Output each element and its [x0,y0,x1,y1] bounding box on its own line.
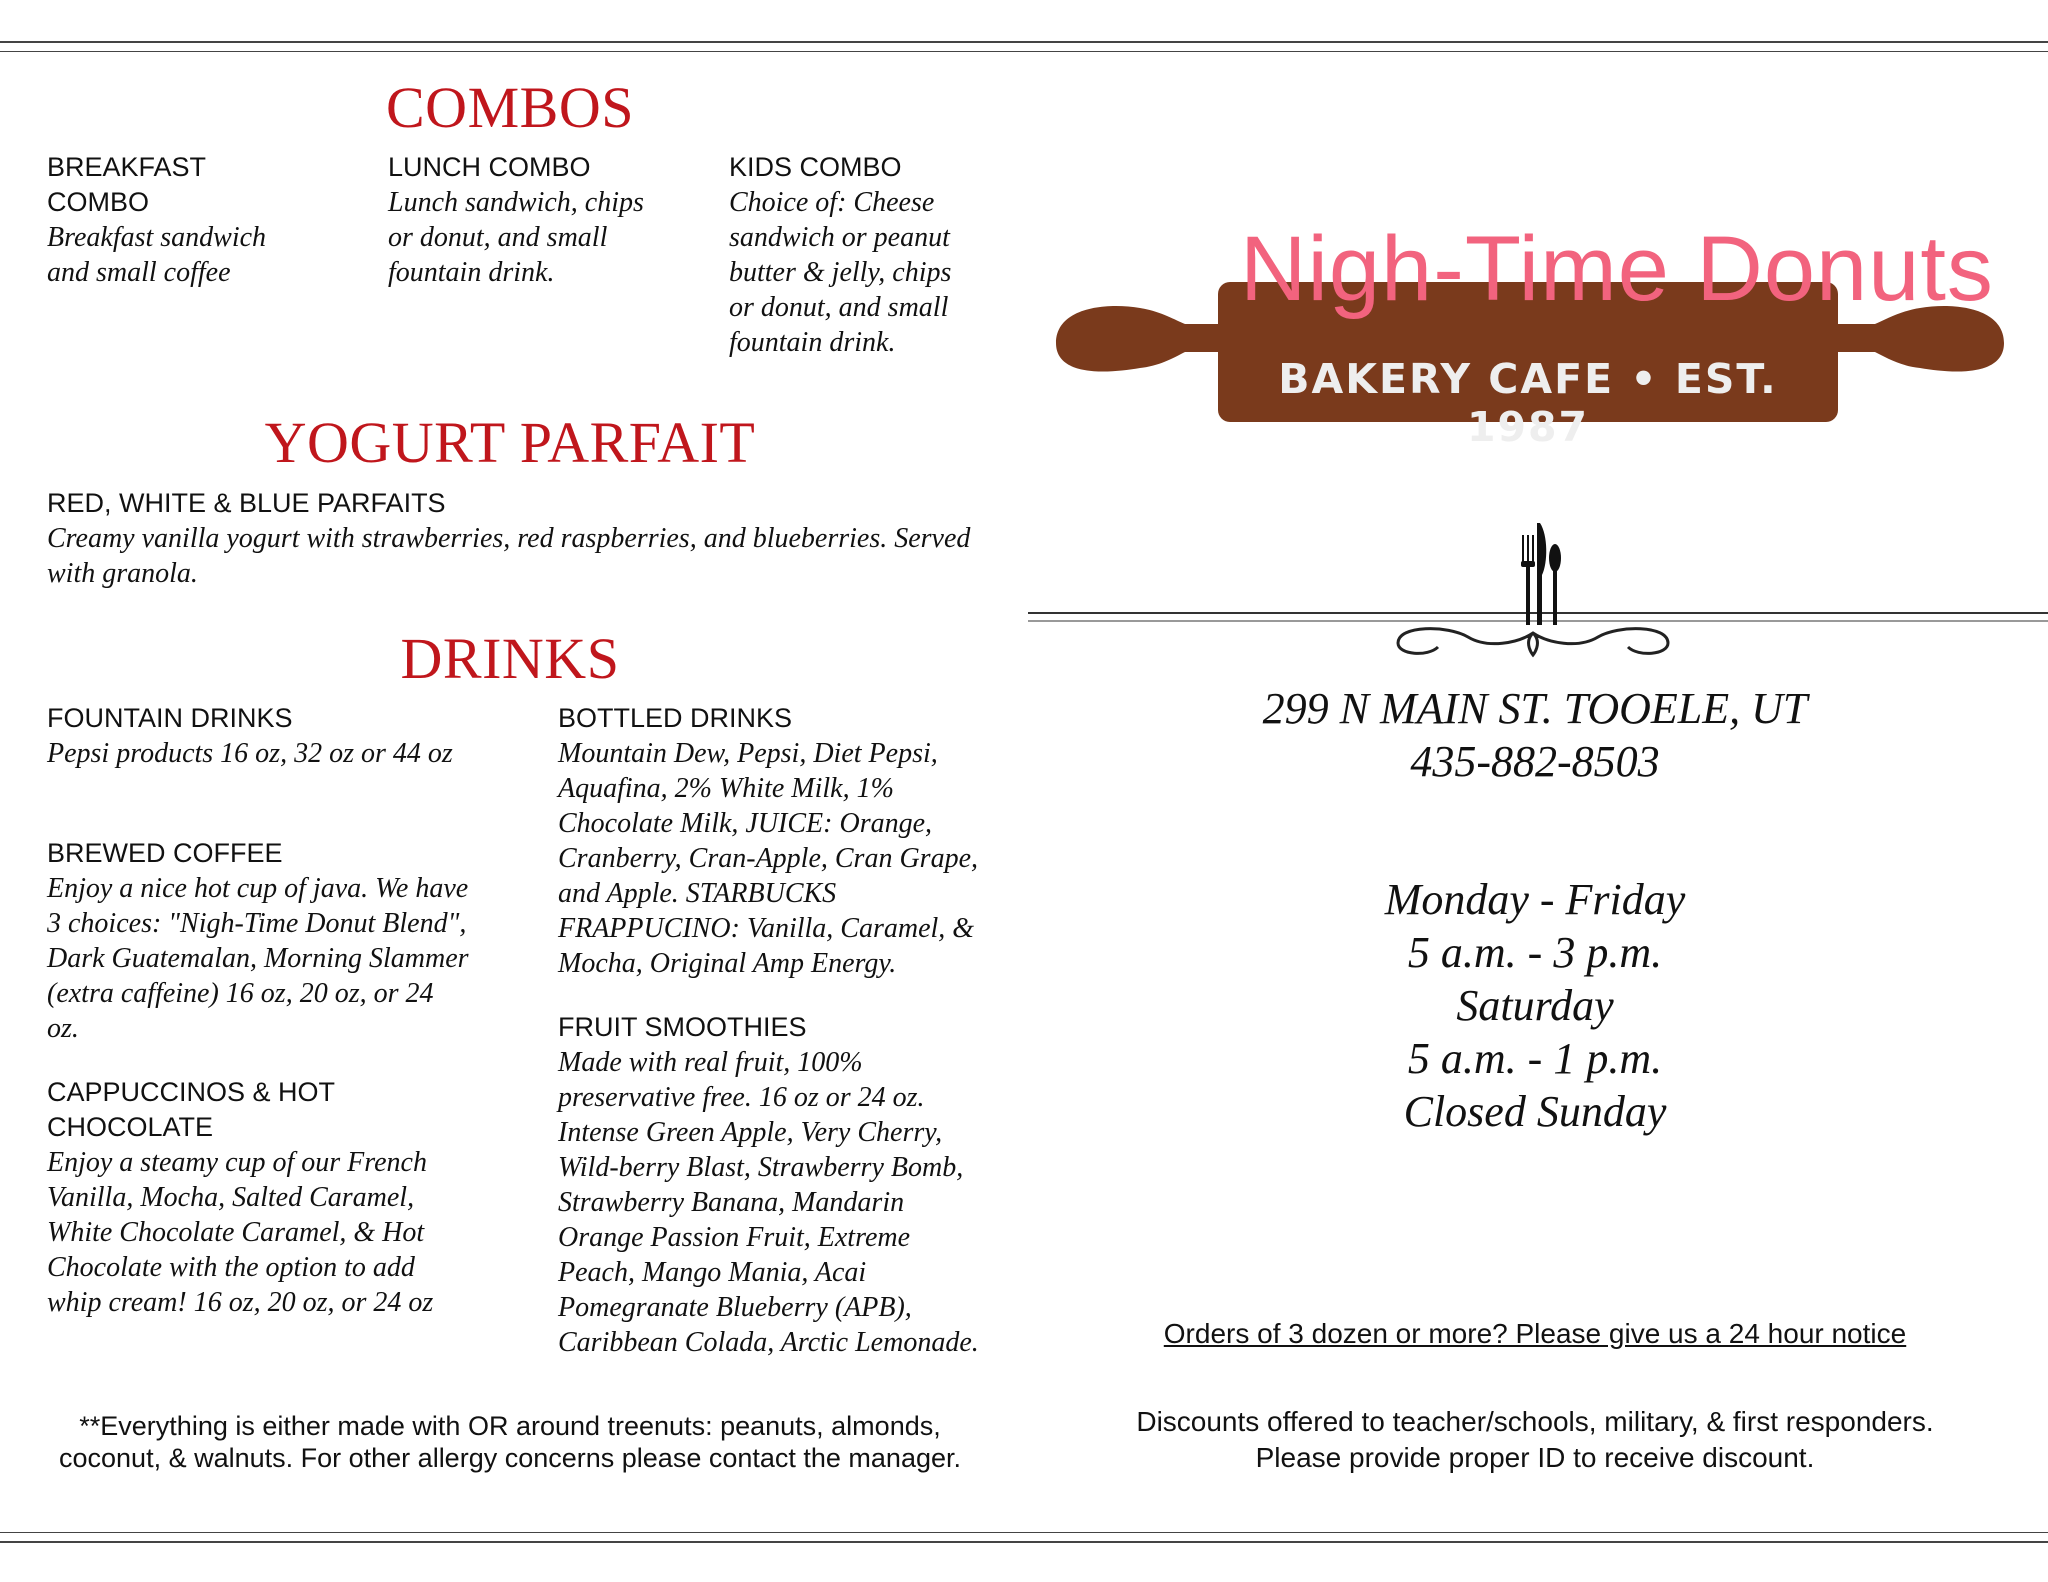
kids-combo-name: KIDS COMBO [729,152,902,182]
cappuccino-name: CAPPUCCINOS & HOT CHOCOLATE [47,1077,335,1142]
fork-icon [1521,535,1535,625]
parfait-desc: Creamy vanilla yogurt with strawberries, red raspberries, and blueberries. Served with granola. [47,523,971,589]
combos-title: COMBOS [386,75,634,140]
cutlery-divider-ornament [1028,515,2048,665]
address-text: 299 N MAIN ST. TOOELE, UT [1262,684,1808,733]
drinks-title: DRINKS [400,626,620,691]
hours-line: 5 a.m. - 1 p.m. [1407,1034,1663,1083]
fruit-smoothies-desc: Made with real fruit, 100% preservative free. 16 oz or 24 oz. Intense Green Apple, Very Cherry, Wild-berry Blast, Strawberry Bomb, Strawberry Banana, Mandarin Orange Passion Fruit, Extreme Peach, Mango Mania, Acai Pomegranate Blueberry (APB), Caribbean Colada, Arctic Lemonade. [558,1047,979,1358]
cappuccino-desc: Enjoy a steamy cup of our French Vanilla, Mocha, Salted Caramel, White Chocolate Caramel, & Hot Chocolate with the option to add whip cream! 16 oz, 20 oz, or 24 oz [47,1147,434,1318]
kids-combo-desc: Choice of: Cheese sandwich or peanut butter & jelly, chips or donut, and small fountain drink. [729,187,952,358]
fountain-drinks-name: FOUNTAIN DRINKS [47,703,293,733]
hours-line: 5 a.m. - 3 p.m. [1407,928,1663,977]
bottled-drinks-name: BOTTLED DRINKS [558,703,793,733]
hours-line: Monday - Friday [1384,875,1686,924]
orders-notice: Orders of 3 dozen or more? Please give us a 24 hour notice [1163,1318,1907,1349]
top-rule-2 [0,51,2048,52]
brewed-coffee-desc: Enjoy a nice hot cup of java. We have 3 choices: "Nigh-Time Donut Blend", Dark Guatemalan, Morning Slammer (extra caffeine) 16 oz, 20 oz, or 24 oz. [47,873,469,1044]
allergy-note: **Everything is either made with OR around treenuts: peanuts, almonds, coconut, & walnuts. For other allergy concerns please contact the manager. [59,1411,961,1473]
bottom-rule-2 [0,1541,2048,1543]
hours-block [1100,873,1970,1138]
top-rule-1 [0,41,2048,43]
yogurt-parfait-title: YOGURT PARFAIT [264,410,756,475]
parfait-name: RED, WHITE & BLUE PARFAITS [47,488,446,518]
logo-script: Nigh-Time Donuts [1240,218,1994,320]
fruit-smoothies-name: FRUIT SMOOTHIES [558,1012,807,1042]
breakfast-combo-desc: Breakfast sandwich and small coffee [47,222,267,288]
breakfast-combo-name: BREAKFAST COMBO [47,152,206,217]
hours-line: Saturday [1456,981,1614,1030]
bottom-rule-1 [0,1532,2048,1533]
bakery-logo [1050,190,2010,451]
brewed-coffee-name: BREWED COFFEE [47,838,283,868]
phone-text: 435-882-8503 [1410,737,1660,786]
bottled-drinks-desc: Mountain Dew, Pepsi, Diet Pepsi, Aquafina, 2% White Milk, 1% Chocolate Milk, JUICE: Orange, Cranberry, Cran-Apple, Cran Grape, and Apple. STARBUCKS FRAPPUCINO: Vanilla, Caramel, & Mocha, Original Amp Energy. [558,738,978,979]
hours-line: Closed Sunday [1403,1087,1667,1136]
discount-note-line1: Discounts offered to teacher/schools, military, & first responders. [1136,1406,1934,1437]
fountain-drinks-desc: Pepsi products 16 oz, 32 oz or 44 oz [47,738,453,769]
logo-banner-text: BAKERY CAFE • EST. 1987 [1278,355,1778,451]
knife-icon [1537,523,1546,625]
scroll-flourish-icon [1398,629,1668,655]
lunch-combo-name: LUNCH COMBO [388,152,591,182]
lunch-combo-desc: Lunch sandwich, chips or donut, and small fountain drink. [388,187,644,288]
discount-note-line2: Please provide proper ID to receive discount. [1255,1442,1815,1473]
